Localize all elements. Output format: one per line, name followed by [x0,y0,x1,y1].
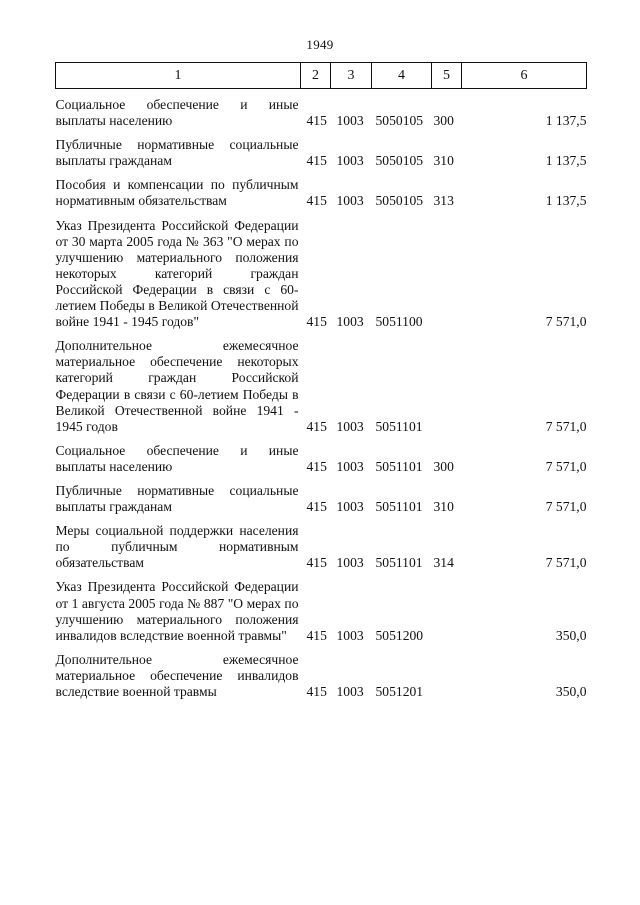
row-section-code: 1003 [336,113,364,129]
header-col-4: 4 [372,63,432,89]
row-admin-code: 415 [306,458,327,474]
row-spacer [56,435,587,443]
header-col-6: 6 [462,63,587,89]
row-spacer [56,129,587,137]
row-admin-code: 415 [306,418,327,434]
row-spacer-cell [56,169,587,177]
table-row [56,443,587,475]
row-section-code: 1003 [336,555,364,571]
row-section-code: 1003 [336,684,364,699]
row-target-article: 5051101 [375,418,423,434]
row-expense-type [432,338,462,435]
row-target-article: 5050105 [375,113,424,129]
row-name: Указ Президента Российской Федерации от 1 августа 2005 года № 887 "О мерах по улучшению материального положения инвалидов вследствие военной травмы" [55,579,299,643]
row-name: Указ Президента Российской Федерации от 30 марта 2005 года № 363 "О мерах по улучшению материального положения некоторых категорий граждан Российской Федерации в связи с 60-летием Победы в Великой Отечественной войне 1941 - 1945 годов" [55,217,299,330]
page-number: 1949 [306,37,334,52]
row-spacer [56,210,587,218]
row-target-article: 5051200 [375,627,424,643]
row-target-article: 5050105 [375,193,424,209]
row-expense-type [432,218,462,331]
row-expense-type: 313 [433,193,454,209]
row-section-code: 1003 [336,193,364,209]
table-row [56,483,587,515]
table-body [56,89,587,701]
row-admin-code: 415 [306,153,327,169]
row-section-code: 1003 [336,418,364,434]
row-target-article: 5050105 [375,153,424,169]
row-expense-type [432,579,462,643]
row-spacer-cell [56,435,587,443]
row-amount: 7 571,0 [545,499,587,515]
row-amount: 7 571,0 [545,458,587,474]
header-col-3: 3 [331,63,372,89]
row-admin-code: 415 [306,193,327,209]
row-target-article: 5051100 [375,314,423,330]
row-spacer [56,644,587,652]
row-amount: 7 571,0 [545,555,587,571]
table-row [56,652,587,700]
row-target-article: 5051101 [375,458,423,474]
row-admin-code: 415 [306,499,327,515]
row-target-article: 5051101 [375,555,423,571]
row-name: Публичные нормативные социальные выплаты гражданам [55,137,299,169]
budget-table [55,62,587,700]
row-section-code: 1003 [336,458,364,474]
row-spacer-cell [56,210,587,218]
table-row [56,137,587,169]
row-amount: 7 571,0 [545,418,587,434]
row-amount: 7 571,0 [545,314,587,330]
row-amount: 1 137,5 [545,153,587,169]
row-name: Социальное обеспечение и иные выплаты населению [55,97,299,129]
row-name: Публичные нормативные социальные выплаты гражданам [55,482,299,515]
row-spacer [56,89,587,98]
table-header-row [56,63,587,89]
row-name: Социальное обеспечение и иные выплаты населению [55,442,299,474]
row-admin-code: 415 [306,684,327,699]
row-target-article: 5051201 [375,684,424,699]
row-expense-type [432,652,462,700]
row-admin-code: 415 [306,314,327,330]
table-row [56,523,587,571]
row-spacer-cell [56,129,587,137]
row-spacer-cell [56,571,587,579]
row-spacer-cell [56,89,587,98]
row-amount: 1 137,5 [545,193,587,209]
row-expense-type: 310 [433,499,454,515]
row-section-code: 1003 [336,499,364,515]
row-expense-type: 300 [433,458,454,474]
row-amount: 350,0 [555,684,587,699]
row-section-code: 1003 [336,314,364,330]
row-section-code: 1003 [336,153,364,169]
row-spacer [56,571,587,579]
row-name: Дополнительное ежемесячное материальное обеспечение инвалидов вследствие военной травмы [55,651,299,699]
table-row [56,338,587,435]
row-name: Пособия и компенсации по публичным нормативным обязательствам [55,177,299,209]
row-spacer [56,475,587,483]
header-col-5: 5 [432,63,462,89]
row-spacer [56,330,587,338]
row-expense-type: 314 [433,555,454,571]
row-spacer-cell [56,330,587,338]
row-spacer [56,169,587,177]
row-spacer-cell [56,515,587,523]
row-amount: 1 137,5 [545,113,587,129]
row-expense-type: 310 [433,153,454,169]
header-col-2: 2 [301,63,331,89]
row-target-article: 5051101 [375,499,423,515]
table-row [56,177,587,209]
row-admin-code: 415 [306,555,327,571]
table-row [56,218,587,331]
row-amount: 350,0 [555,627,587,643]
row-admin-code: 415 [306,627,327,643]
row-spacer-cell [56,475,587,483]
row-section-code: 1003 [336,627,364,643]
row-admin-code: 415 [306,113,327,129]
table-row [56,97,587,129]
row-expense-type: 300 [433,113,454,129]
row-spacer-cell [56,644,587,652]
header-col-1: 1 [56,63,301,89]
row-name: Меры социальной поддержки населения по публичным нормативным обязательствам [55,523,299,571]
row-name: Дополнительное ежемесячное материальное обеспечение некоторых категорий граждан Российской Федерации в связи с 60-летием Победы в Великой Отечественной войне 1941 - 1945 годов [55,338,299,434]
table-row [56,579,587,643]
row-spacer [56,515,587,523]
